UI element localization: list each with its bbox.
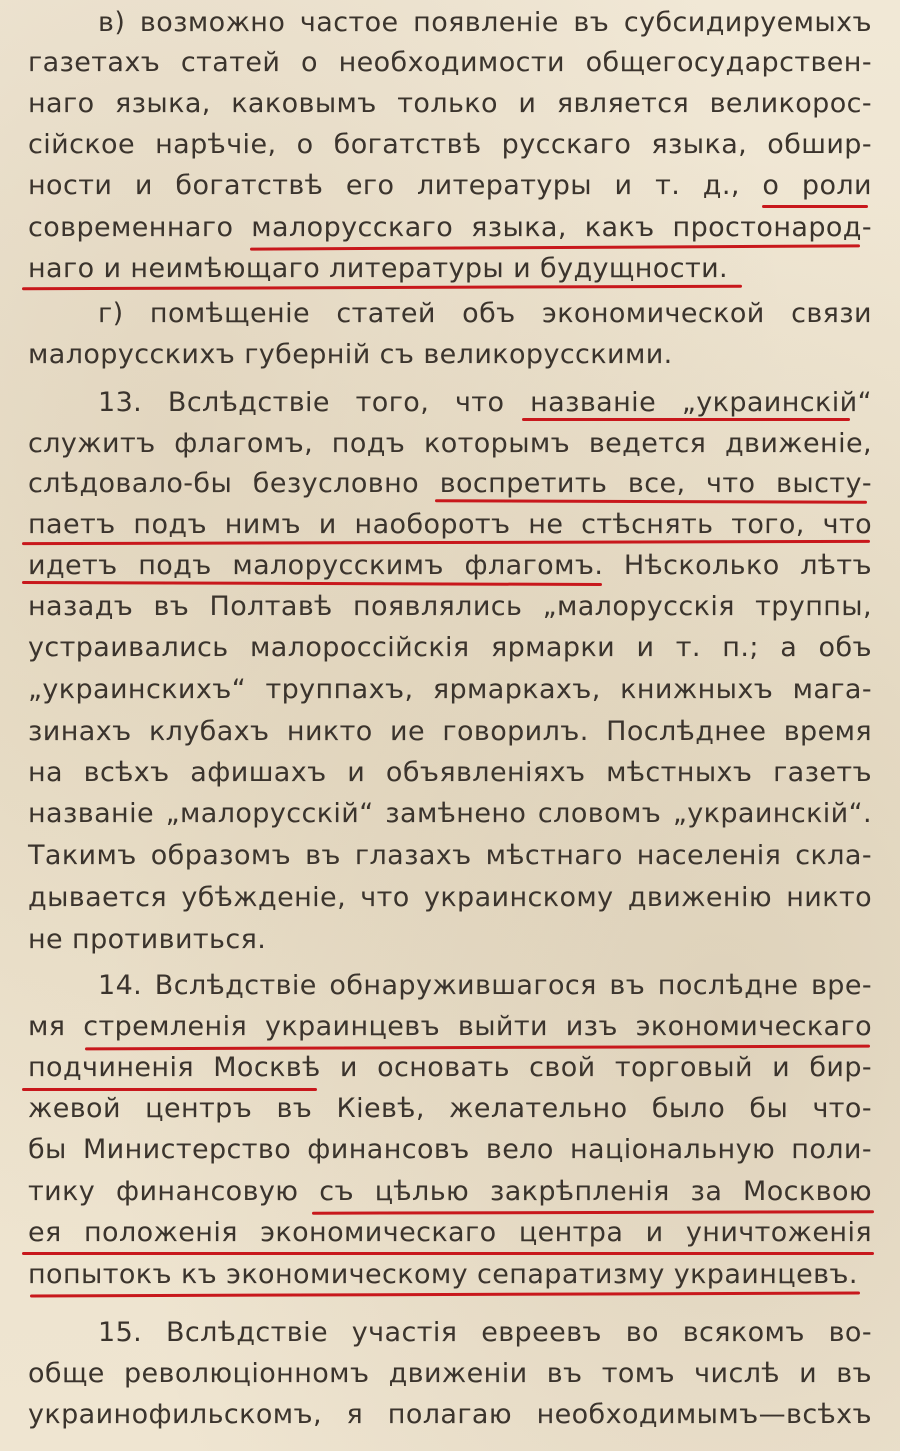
text-line: не противиться.: [28, 924, 267, 955]
text-line: бы Министерство финансовъ вело національную поли-: [28, 1134, 872, 1165]
text-line: 14. Вслѣдствіе обнаружившагося въ послѣдне вре-: [98, 970, 872, 1001]
text-line: слѣдовало-бы безусловно воспретить все, что высту-: [28, 468, 872, 499]
text-line: на всѣхъ афишахъ и объявленіяхъ мѣстныхъ газетъ: [28, 757, 872, 788]
text-line: устраивались малороссійскія ярмарки и т. п.; а объ: [28, 632, 872, 663]
text-line: г) помѣщеніе статей объ экономической связи: [98, 298, 872, 329]
text-line: ея положенія экономическаго центра и уничтоженія: [28, 1217, 872, 1248]
text-line: украинофильскомъ, я полагаю необходимымъ—всѣхъ: [28, 1399, 872, 1430]
text-line: газетахъ статей о необходимости общегосударствен-: [28, 47, 872, 78]
red-underline: [22, 1252, 874, 1255]
text-line: жевой центръ въ Кіевѣ, желательно было бы что-: [28, 1093, 872, 1124]
text-line: Такимъ образомъ въ глазахъ мѣстнаго населенія скла-: [28, 840, 872, 871]
text-line: мя стремленія украинцевъ выйти изъ экономическаго: [28, 1011, 872, 1042]
text-line: служитъ флагомъ, подъ которымъ ведется движеніе,: [28, 428, 872, 459]
text-line: малорусскихъ губерній съ великорусскими.: [28, 339, 673, 370]
text-line: зинахъ клубахъ никто ие говорилъ. Послѣднее время: [28, 716, 872, 747]
text-line: наго языка, каковымъ только и является великорос-: [28, 88, 872, 119]
text-line: сійское нарѣчіе, о богатствѣ русскаго языка, обшир-: [28, 129, 872, 160]
text-line: назадъ въ Полтавѣ появлялись „малорусскія труппы,: [28, 591, 872, 622]
red-underline: [522, 418, 850, 421]
text-line: названіе „малорусскій“ замѣнено словомъ „украинскій“.: [28, 798, 872, 829]
text-line: наго и неимѣющаго литературы и будущности.: [28, 253, 729, 284]
text-line: тику финансовую съ цѣлью закрѣпленія за Москвою: [28, 1176, 872, 1207]
text-line: 15. Вслѣдствіе участія евреевъ во всякомъ во-: [98, 1317, 872, 1348]
text-line: 13. Вслѣдствіе того, что названіе „украинскій“: [98, 387, 872, 418]
text-line: идетъ подъ малорусскимъ флагомъ. Нѣсколько лѣтъ: [28, 550, 872, 581]
text-line: паетъ подъ нимъ и наоборотъ не стѣснять того, что: [28, 509, 872, 540]
red-underline: [762, 205, 868, 208]
text-line: в) возможно частое появленіе въ субсидируемыхъ: [98, 7, 872, 38]
text-line: современнаго малорусскаго языка, какъ простонарод-: [28, 212, 872, 243]
text-line: „украинскихъ“ труппахъ, ярмаркахъ, книжныхъ мага-: [28, 674, 872, 705]
text-line: дывается убѣжденіе, что украинскому движенію никто: [28, 882, 872, 913]
text-line: попытокъ къ экономическому сепаратизму украинцевъ.: [28, 1259, 858, 1290]
text-line: ности и богатствѣ его литературы и т. д., о роли: [28, 170, 872, 201]
text-line: обще революціонномъ движеніи въ томъ числѣ и въ: [28, 1358, 872, 1389]
text-line: подчиненія Москвѣ и основать свой торговый и бир-: [28, 1052, 872, 1083]
red-underline: [22, 1088, 317, 1091]
